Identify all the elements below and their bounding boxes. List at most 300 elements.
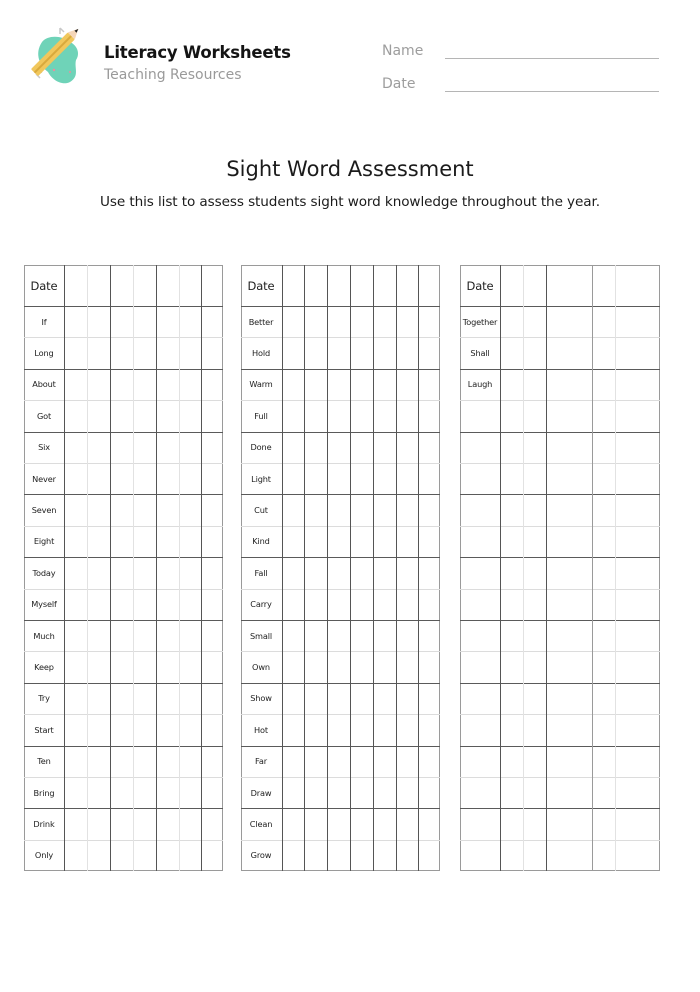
assessment-cell[interactable]: [616, 621, 660, 651]
assessment-cell[interactable]: [374, 307, 396, 337]
date-entry-cell[interactable]: [593, 266, 615, 306]
assessment-cell[interactable]: [111, 841, 133, 871]
assessment-cell[interactable]: [111, 809, 133, 839]
assessment-cell[interactable]: [524, 841, 546, 871]
assessment-cell[interactable]: [202, 841, 223, 871]
assessment-cell[interactable]: [88, 433, 110, 463]
assessment-cell[interactable]: [374, 558, 396, 588]
assessment-cell[interactable]: [282, 652, 304, 682]
assessment-cell[interactable]: [305, 841, 327, 871]
assessment-cell[interactable]: [111, 652, 133, 682]
assessment-cell[interactable]: [397, 621, 418, 651]
assessment-cell[interactable]: [111, 370, 133, 400]
assessment-cell[interactable]: [419, 715, 440, 745]
assessment-cell[interactable]: [374, 747, 396, 777]
assessment-cell[interactable]: [88, 590, 110, 620]
assessment-cell[interactable]: [157, 747, 179, 777]
assessment-cell[interactable]: [88, 809, 110, 839]
assessment-cell[interactable]: [593, 841, 615, 871]
assessment-cell[interactable]: [547, 307, 592, 337]
assessment-cell[interactable]: [328, 590, 350, 620]
assessment-cell[interactable]: [397, 527, 418, 557]
assessment-cell[interactable]: [134, 778, 156, 808]
assessment-cell[interactable]: [305, 527, 327, 557]
assessment-cell[interactable]: [547, 433, 592, 463]
assessment-cell[interactable]: [419, 338, 440, 368]
assessment-cell[interactable]: [351, 401, 373, 431]
assessment-cell[interactable]: [397, 495, 418, 525]
assessment-cell[interactable]: [501, 401, 523, 431]
assessment-cell[interactable]: [88, 527, 110, 557]
assessment-cell[interactable]: [305, 338, 327, 368]
assessment-cell[interactable]: [202, 778, 223, 808]
assessment-cell[interactable]: [419, 527, 440, 557]
assessment-cell[interactable]: [65, 464, 87, 494]
assessment-cell[interactable]: [328, 841, 350, 871]
assessment-cell[interactable]: [134, 433, 156, 463]
assessment-cell[interactable]: [501, 464, 523, 494]
assessment-cell[interactable]: [351, 464, 373, 494]
assessment-cell[interactable]: [88, 401, 110, 431]
assessment-cell[interactable]: [374, 590, 396, 620]
assessment-cell[interactable]: [397, 747, 418, 777]
assessment-cell[interactable]: [180, 778, 201, 808]
assessment-cell[interactable]: [524, 401, 546, 431]
assessment-cell[interactable]: [501, 747, 523, 777]
assessment-cell[interactable]: [202, 464, 223, 494]
assessment-cell[interactable]: [282, 527, 304, 557]
assessment-cell[interactable]: [65, 433, 87, 463]
assessment-cell[interactable]: [328, 778, 350, 808]
assessment-cell[interactable]: [419, 841, 440, 871]
assessment-cell[interactable]: [134, 809, 156, 839]
assessment-cell[interactable]: [65, 495, 87, 525]
assessment-cell[interactable]: [180, 307, 201, 337]
assessment-cell[interactable]: [328, 495, 350, 525]
assessment-cell[interactable]: [88, 495, 110, 525]
assessment-cell[interactable]: [593, 621, 615, 651]
assessment-cell[interactable]: [134, 401, 156, 431]
assessment-cell[interactable]: [593, 495, 615, 525]
assessment-cell[interactable]: [524, 715, 546, 745]
assessment-cell[interactable]: [328, 527, 350, 557]
assessment-cell[interactable]: [157, 495, 179, 525]
assessment-cell[interactable]: [282, 464, 304, 494]
assessment-cell[interactable]: [157, 684, 179, 714]
assessment-cell[interactable]: [374, 527, 396, 557]
assessment-cell[interactable]: [111, 778, 133, 808]
assessment-cell[interactable]: [88, 464, 110, 494]
assessment-cell[interactable]: [547, 778, 592, 808]
assessment-cell[interactable]: [180, 401, 201, 431]
assessment-cell[interactable]: [547, 684, 592, 714]
assessment-cell[interactable]: [593, 370, 615, 400]
date-entry-cell[interactable]: [134, 266, 156, 306]
assessment-cell[interactable]: [547, 652, 592, 682]
assessment-cell[interactable]: [111, 464, 133, 494]
assessment-cell[interactable]: [88, 778, 110, 808]
assessment-cell[interactable]: [65, 652, 87, 682]
assessment-cell[interactable]: [111, 527, 133, 557]
assessment-cell[interactable]: [111, 747, 133, 777]
assessment-cell[interactable]: [111, 338, 133, 368]
assessment-cell[interactable]: [397, 590, 418, 620]
assessment-cell[interactable]: [593, 433, 615, 463]
assessment-cell[interactable]: [397, 307, 418, 337]
assessment-cell[interactable]: [593, 809, 615, 839]
assessment-cell[interactable]: [501, 527, 523, 557]
assessment-cell[interactable]: [88, 715, 110, 745]
assessment-cell[interactable]: [593, 684, 615, 714]
assessment-cell[interactable]: [547, 841, 592, 871]
assessment-cell[interactable]: [65, 307, 87, 337]
date-entry-cell[interactable]: [65, 266, 87, 306]
assessment-cell[interactable]: [305, 684, 327, 714]
assessment-cell[interactable]: [282, 715, 304, 745]
assessment-cell[interactable]: [501, 778, 523, 808]
assessment-cell[interactable]: [501, 652, 523, 682]
assessment-cell[interactable]: [524, 747, 546, 777]
assessment-cell[interactable]: [547, 590, 592, 620]
assessment-cell[interactable]: [180, 747, 201, 777]
assessment-cell[interactable]: [180, 841, 201, 871]
assessment-cell[interactable]: [305, 778, 327, 808]
assessment-cell[interactable]: [134, 652, 156, 682]
assessment-cell[interactable]: [88, 558, 110, 588]
assessment-cell[interactable]: [88, 841, 110, 871]
assessment-cell[interactable]: [501, 370, 523, 400]
assessment-cell[interactable]: [111, 558, 133, 588]
assessment-cell[interactable]: [547, 715, 592, 745]
assessment-cell[interactable]: [134, 841, 156, 871]
assessment-cell[interactable]: [419, 558, 440, 588]
assessment-cell[interactable]: [88, 338, 110, 368]
assessment-cell[interactable]: [88, 370, 110, 400]
assessment-cell[interactable]: [593, 527, 615, 557]
assessment-cell[interactable]: [397, 684, 418, 714]
assessment-cell[interactable]: [419, 307, 440, 337]
assessment-cell[interactable]: [111, 621, 133, 651]
date-entry-cell[interactable]: [419, 266, 440, 306]
assessment-cell[interactable]: [328, 621, 350, 651]
assessment-cell[interactable]: [616, 433, 660, 463]
assessment-cell[interactable]: [134, 590, 156, 620]
assessment-cell[interactable]: [328, 558, 350, 588]
assessment-cell[interactable]: [157, 621, 179, 651]
assessment-cell[interactable]: [180, 464, 201, 494]
date-entry-cell[interactable]: [305, 266, 327, 306]
assessment-cell[interactable]: [397, 338, 418, 368]
assessment-cell[interactable]: [202, 684, 223, 714]
assessment-cell[interactable]: [374, 495, 396, 525]
assessment-cell[interactable]: [157, 527, 179, 557]
assessment-cell[interactable]: [616, 652, 660, 682]
assessment-cell[interactable]: [374, 464, 396, 494]
assessment-cell[interactable]: [328, 747, 350, 777]
assessment-cell[interactable]: [593, 652, 615, 682]
assessment-cell[interactable]: [616, 558, 660, 588]
date-entry-cell[interactable]: [547, 266, 592, 306]
assessment-cell[interactable]: [88, 621, 110, 651]
assessment-cell[interactable]: [351, 747, 373, 777]
assessment-cell[interactable]: [282, 684, 304, 714]
assessment-cell[interactable]: [616, 747, 660, 777]
assessment-cell[interactable]: [351, 433, 373, 463]
assessment-cell[interactable]: [524, 652, 546, 682]
assessment-cell[interactable]: [305, 558, 327, 588]
assessment-cell[interactable]: [305, 747, 327, 777]
assessment-cell[interactable]: [616, 590, 660, 620]
assessment-cell[interactable]: [524, 558, 546, 588]
assessment-cell[interactable]: [397, 778, 418, 808]
assessment-cell[interactable]: [157, 778, 179, 808]
assessment-cell[interactable]: [397, 401, 418, 431]
assessment-cell[interactable]: [419, 433, 440, 463]
assessment-cell[interactable]: [305, 433, 327, 463]
date-entry-cell[interactable]: [88, 266, 110, 306]
assessment-cell[interactable]: [282, 809, 304, 839]
assessment-cell[interactable]: [524, 495, 546, 525]
assessment-cell[interactable]: [202, 527, 223, 557]
name-field[interactable]: [445, 58, 659, 59]
assessment-cell[interactable]: [282, 558, 304, 588]
assessment-cell[interactable]: [134, 495, 156, 525]
assessment-cell[interactable]: [524, 338, 546, 368]
assessment-cell[interactable]: [305, 621, 327, 651]
assessment-cell[interactable]: [180, 621, 201, 651]
assessment-cell[interactable]: [305, 809, 327, 839]
assessment-cell[interactable]: [351, 652, 373, 682]
date-entry-cell[interactable]: [328, 266, 350, 306]
assessment-cell[interactable]: [305, 715, 327, 745]
date-entry-cell[interactable]: [282, 266, 304, 306]
assessment-cell[interactable]: [397, 652, 418, 682]
assessment-cell[interactable]: [65, 747, 87, 777]
assessment-cell[interactable]: [328, 401, 350, 431]
assessment-cell[interactable]: [65, 338, 87, 368]
assessment-cell[interactable]: [65, 558, 87, 588]
assessment-cell[interactable]: [157, 590, 179, 620]
assessment-cell[interactable]: [547, 527, 592, 557]
assessment-cell[interactable]: [374, 684, 396, 714]
assessment-cell[interactable]: [547, 464, 592, 494]
assessment-cell[interactable]: [134, 527, 156, 557]
assessment-cell[interactable]: [180, 433, 201, 463]
assessment-cell[interactable]: [419, 747, 440, 777]
assessment-cell[interactable]: [547, 370, 592, 400]
assessment-cell[interactable]: [616, 715, 660, 745]
assessment-cell[interactable]: [180, 495, 201, 525]
assessment-cell[interactable]: [419, 464, 440, 494]
assessment-cell[interactable]: [419, 590, 440, 620]
assessment-cell[interactable]: [547, 338, 592, 368]
assessment-cell[interactable]: [202, 558, 223, 588]
assessment-cell[interactable]: [351, 558, 373, 588]
assessment-cell[interactable]: [524, 778, 546, 808]
assessment-cell[interactable]: [616, 495, 660, 525]
assessment-cell[interactable]: [419, 684, 440, 714]
assessment-cell[interactable]: [351, 684, 373, 714]
assessment-cell[interactable]: [616, 307, 660, 337]
assessment-cell[interactable]: [374, 338, 396, 368]
assessment-cell[interactable]: [305, 590, 327, 620]
assessment-cell[interactable]: [501, 715, 523, 745]
assessment-cell[interactable]: [374, 841, 396, 871]
assessment-cell[interactable]: [282, 495, 304, 525]
assessment-cell[interactable]: [282, 841, 304, 871]
assessment-cell[interactable]: [501, 433, 523, 463]
assessment-cell[interactable]: [134, 621, 156, 651]
assessment-cell[interactable]: [616, 778, 660, 808]
assessment-cell[interactable]: [524, 809, 546, 839]
assessment-cell[interactable]: [501, 338, 523, 368]
assessment-cell[interactable]: [524, 590, 546, 620]
assessment-cell[interactable]: [547, 401, 592, 431]
assessment-cell[interactable]: [65, 621, 87, 651]
assessment-cell[interactable]: [593, 778, 615, 808]
assessment-cell[interactable]: [501, 684, 523, 714]
date-field[interactable]: [445, 91, 659, 92]
date-entry-cell[interactable]: [501, 266, 523, 306]
assessment-cell[interactable]: [282, 401, 304, 431]
assessment-cell[interactable]: [328, 809, 350, 839]
assessment-cell[interactable]: [524, 464, 546, 494]
assessment-cell[interactable]: [351, 809, 373, 839]
assessment-cell[interactable]: [524, 370, 546, 400]
assessment-cell[interactable]: [134, 338, 156, 368]
assessment-cell[interactable]: [593, 307, 615, 337]
assessment-cell[interactable]: [524, 621, 546, 651]
assessment-cell[interactable]: [593, 338, 615, 368]
assessment-cell[interactable]: [202, 747, 223, 777]
assessment-cell[interactable]: [616, 338, 660, 368]
assessment-cell[interactable]: [524, 433, 546, 463]
assessment-cell[interactable]: [547, 621, 592, 651]
assessment-cell[interactable]: [202, 715, 223, 745]
assessment-cell[interactable]: [501, 558, 523, 588]
assessment-cell[interactable]: [305, 401, 327, 431]
assessment-cell[interactable]: [374, 401, 396, 431]
assessment-cell[interactable]: [180, 715, 201, 745]
assessment-cell[interactable]: [419, 621, 440, 651]
assessment-cell[interactable]: [328, 464, 350, 494]
assessment-cell[interactable]: [202, 590, 223, 620]
assessment-cell[interactable]: [157, 401, 179, 431]
assessment-cell[interactable]: [397, 433, 418, 463]
assessment-cell[interactable]: [305, 464, 327, 494]
assessment-cell[interactable]: [282, 338, 304, 368]
assessment-cell[interactable]: [180, 809, 201, 839]
date-entry-cell[interactable]: [374, 266, 396, 306]
assessment-cell[interactable]: [419, 809, 440, 839]
assessment-cell[interactable]: [374, 715, 396, 745]
assessment-cell[interactable]: [328, 370, 350, 400]
assessment-cell[interactable]: [157, 338, 179, 368]
assessment-cell[interactable]: [134, 684, 156, 714]
assessment-cell[interactable]: [157, 652, 179, 682]
assessment-cell[interactable]: [111, 715, 133, 745]
assessment-cell[interactable]: [397, 715, 418, 745]
assessment-cell[interactable]: [88, 652, 110, 682]
assessment-cell[interactable]: [88, 684, 110, 714]
assessment-cell[interactable]: [157, 809, 179, 839]
assessment-cell[interactable]: [593, 558, 615, 588]
assessment-cell[interactable]: [305, 652, 327, 682]
assessment-cell[interactable]: [547, 558, 592, 588]
assessment-cell[interactable]: [501, 809, 523, 839]
assessment-cell[interactable]: [351, 621, 373, 651]
assessment-cell[interactable]: [419, 495, 440, 525]
assessment-cell[interactable]: [524, 527, 546, 557]
assessment-cell[interactable]: [157, 370, 179, 400]
assessment-cell[interactable]: [593, 401, 615, 431]
date-entry-cell[interactable]: [351, 266, 373, 306]
assessment-cell[interactable]: [351, 527, 373, 557]
assessment-cell[interactable]: [501, 495, 523, 525]
assessment-cell[interactable]: [397, 809, 418, 839]
assessment-cell[interactable]: [180, 590, 201, 620]
assessment-cell[interactable]: [374, 621, 396, 651]
assessment-cell[interactable]: [419, 370, 440, 400]
assessment-cell[interactable]: [202, 809, 223, 839]
assessment-cell[interactable]: [524, 307, 546, 337]
assessment-cell[interactable]: [65, 527, 87, 557]
assessment-cell[interactable]: [374, 809, 396, 839]
assessment-cell[interactable]: [328, 433, 350, 463]
assessment-cell[interactable]: [65, 715, 87, 745]
assessment-cell[interactable]: [134, 464, 156, 494]
assessment-cell[interactable]: [134, 307, 156, 337]
assessment-cell[interactable]: [351, 590, 373, 620]
assessment-cell[interactable]: [157, 433, 179, 463]
assessment-cell[interactable]: [351, 307, 373, 337]
assessment-cell[interactable]: [282, 747, 304, 777]
assessment-cell[interactable]: [202, 433, 223, 463]
assessment-cell[interactable]: [328, 338, 350, 368]
assessment-cell[interactable]: [547, 495, 592, 525]
assessment-cell[interactable]: [180, 338, 201, 368]
assessment-cell[interactable]: [547, 809, 592, 839]
assessment-cell[interactable]: [282, 433, 304, 463]
assessment-cell[interactable]: [134, 715, 156, 745]
date-entry-cell[interactable]: [616, 266, 660, 306]
assessment-cell[interactable]: [397, 464, 418, 494]
assessment-cell[interactable]: [282, 621, 304, 651]
assessment-cell[interactable]: [419, 652, 440, 682]
assessment-cell[interactable]: [616, 464, 660, 494]
assessment-cell[interactable]: [134, 747, 156, 777]
date-entry-cell[interactable]: [157, 266, 179, 306]
assessment-cell[interactable]: [111, 401, 133, 431]
date-entry-cell[interactable]: [524, 266, 546, 306]
assessment-cell[interactable]: [351, 841, 373, 871]
assessment-cell[interactable]: [157, 841, 179, 871]
assessment-cell[interactable]: [65, 684, 87, 714]
assessment-cell[interactable]: [180, 527, 201, 557]
assessment-cell[interactable]: [351, 778, 373, 808]
assessment-cell[interactable]: [202, 495, 223, 525]
date-entry-cell[interactable]: [180, 266, 201, 306]
assessment-cell[interactable]: [157, 558, 179, 588]
assessment-cell[interactable]: [616, 401, 660, 431]
assessment-cell[interactable]: [65, 809, 87, 839]
assessment-cell[interactable]: [616, 370, 660, 400]
assessment-cell[interactable]: [111, 590, 133, 620]
assessment-cell[interactable]: [397, 558, 418, 588]
assessment-cell[interactable]: [282, 307, 304, 337]
assessment-cell[interactable]: [65, 370, 87, 400]
assessment-cell[interactable]: [180, 558, 201, 588]
